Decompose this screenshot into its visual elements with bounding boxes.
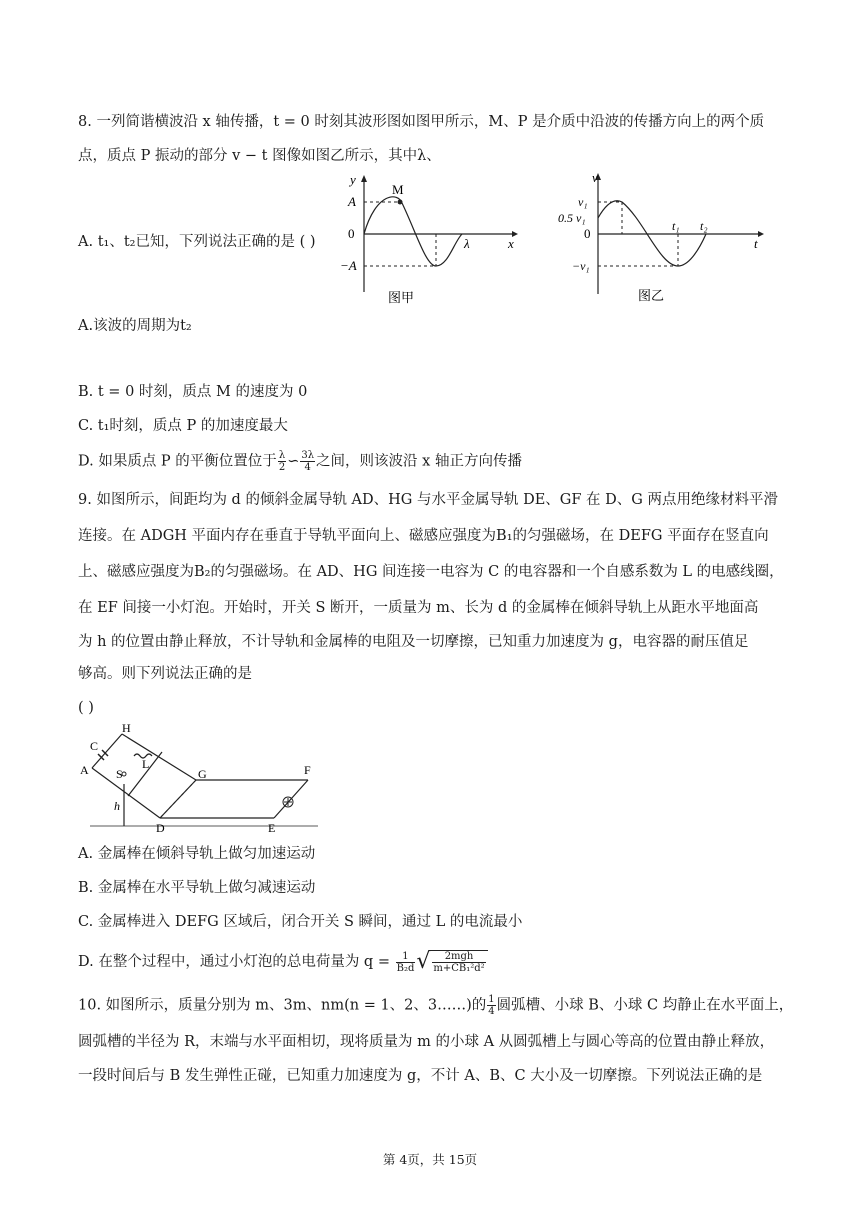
q10-line1-post: 圆弧槽、小球 B、小球 C 均静止在水平面上， <box>496 997 794 1014</box>
label-h-height: h <box>114 799 120 813</box>
q10-line3: 一段时间后与 B 发生弹性正碰，已知重力加速度为 g，不计 A、B、C 大小及一切摩擦。下列说法正确的是 <box>78 1068 763 1084</box>
q8-option-c: C. t₁时刻，质点 P 的加速度最大 <box>78 418 288 434</box>
vt-figure-yi <box>558 170 768 304</box>
page-footer: 第 4页，共 15页 <box>382 1152 478 1167</box>
fraction-three-lambda-quarter: $\frac{3\lambda}{4}$ <box>301 450 315 473</box>
q8-option-d-pre: D. 如果质点 P 的平衡位置位于 <box>78 453 277 470</box>
q8-option-a-stem: A. t₁、t₂已知，下列说法正确的是 ( ) <box>78 234 316 250</box>
q9-option-b: B. 金属棒在水平导轨上做匀减速运动 <box>78 880 316 896</box>
fraction-one-quarter: $\frac{1}{4}$ <box>488 994 495 1017</box>
q9-line4: 在 EF 间接一小灯泡。开始时，开关 S 断开，一质量为 m、长为 d 的金属棒在倾斜导轨上从距水平地面高 <box>78 600 759 616</box>
fraction-one-over-b2d: $\frac{1}{\text{B₂d}}$ <box>396 950 415 974</box>
sqrt-icon: √ <box>416 949 431 974</box>
q8-option-a: A.该波的周期为t₂ <box>78 318 192 334</box>
fig1-neg-a-label: −A <box>340 258 357 273</box>
fig2-t2-label: t₂ <box>700 219 708 233</box>
label-f: F <box>304 763 311 777</box>
label-h-point: H <box>122 722 131 735</box>
q8-line1: 8. 一列简谐横波沿 x 轴传播，t = 0 时刻其波形图如图甲所示，M、P 是介质中沿波的传播方向上的两个质 <box>78 114 765 130</box>
fig2-t-label: t <box>754 236 758 251</box>
fig2-v1-label: v₁ <box>578 195 588 209</box>
fig2-zero-label: 0 <box>584 226 591 241</box>
fig1-lambda-label: λ <box>464 236 470 251</box>
fig1-zero-label: 0 <box>348 226 355 241</box>
q8-option-d <box>78 450 522 473</box>
label-d: D <box>156 821 165 835</box>
label-a: A <box>80 763 89 777</box>
label-c: C <box>90 739 99 753</box>
rail-circuit-figure <box>78 722 328 838</box>
label-e: E <box>268 821 276 835</box>
fig1-caption: 图甲 <box>388 290 415 304</box>
q10-line2: 圆弧槽的半径为 R，末端与水平面相切，现将质量为 m 的小球 A 从圆弧槽上与圆心等高的位置由静止释放， <box>78 1034 775 1050</box>
q8-option-b: B. t = 0 时刻，质点 M 的速度为 0 <box>78 384 308 400</box>
q8-line2: 点，质点 P 振动的部分 v − t 图像如图乙所示，其中λ、 <box>78 148 441 164</box>
q9-option-c: C. 金属棒进入 DEFG 区域后，闭合开关 S 瞬间，通过 L 的电流最小 <box>78 914 523 930</box>
wave-figure-jia <box>330 172 530 304</box>
q9-line3: 上、磁感应强度为B₂的匀强磁场。在 AD、HG 间连接一电容为 C 的电容器和一个自感系数为 L 的电感线圈， <box>78 564 784 580</box>
fig2-half-v1-label: 0.5 v₁ <box>558 211 586 225</box>
fig2-t1-label: t₁ <box>672 219 680 233</box>
q10-line1 <box>78 994 793 1017</box>
q9-line6: 够高。则下列说法正确的是 <box>78 666 252 682</box>
q9-option-d <box>78 950 488 974</box>
q9-line5: 为 h 的位置由静止释放，不计导轨和金属棒的电阻及一切摩擦，已知重力加速度为 g，电容器的耐压值足 <box>78 634 749 650</box>
label-s: S <box>116 767 123 781</box>
q8-option-d-mid: ∽ <box>287 453 300 470</box>
fig1-x-label: x <box>508 236 514 251</box>
fig1-y-label: y <box>350 172 356 187</box>
fig1-a-label: A <box>348 194 356 209</box>
q9-line2: 连接。在 ADGH 平面内存在垂直于导轨平面向上、磁感应强度为B₁的匀强磁场，在 DEFG 平面存在竖直向 <box>78 528 769 544</box>
q8-option-d-post: 之间，则该波沿 x 轴正方向传播 <box>316 453 522 470</box>
q9-paren: ( ) <box>78 700 94 716</box>
q9-option-a: A. 金属棒在倾斜导轨上做匀加速运动 <box>78 846 316 862</box>
fraction-lambda-half: $\frac{\lambda}{2}$ <box>278 450 286 473</box>
q9-line1: 9. 如图所示，间距均为 d 的倾斜金属导轨 AD、HG 与水平金属导轨 DE、GF 在 D、G 两点用绝缘材料平滑 <box>78 492 778 508</box>
fig1-m-label: M <box>392 182 404 197</box>
fig2-caption: 图乙 <box>638 288 665 303</box>
label-g: G <box>198 767 207 781</box>
q10-line1-pre: 10. 如图所示，质量分别为 m、3m、nm(n = 1、2、3……)的 <box>78 997 487 1014</box>
sqrt-content: $\frac{\text{2mgh}}{\text{m+CB₁²d²}}$ <box>430 950 487 974</box>
fig2-v-label: v <box>592 170 598 185</box>
q9-option-d-pre: D. 在整个过程中，通过小灯泡的总电荷量为 q = <box>78 954 390 970</box>
fig2-neg-v1-label: −v₁ <box>572 259 590 273</box>
label-l: L <box>142 757 150 771</box>
